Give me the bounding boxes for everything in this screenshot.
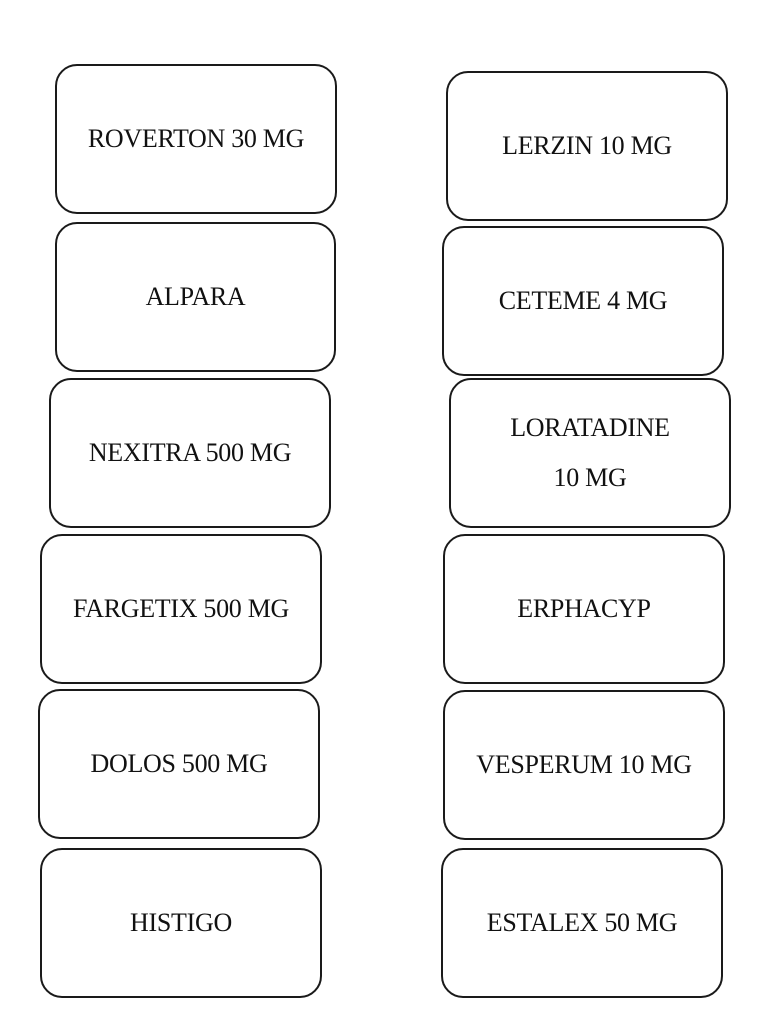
drug-card-ceteme (442, 226, 724, 376)
drug-card-lerzin (446, 71, 728, 221)
drug-card-label: LERZIN 10 MG (502, 131, 672, 160)
drug-card-dolos (38, 689, 320, 839)
drug-card-label: VESPERUM 10 MG (476, 750, 692, 779)
drug-card-roverton (55, 64, 337, 214)
drug-card-label: HISTIGO (130, 908, 232, 937)
drug-card-label: FARGETIX 500 MG (72, 594, 290, 623)
drug-card-fargetix (40, 534, 322, 684)
drug-card-label: ERPHACYP (517, 594, 651, 623)
drug-card-label: NEXITRA 500 MG (88, 438, 292, 467)
drug-card-loratadine (449, 378, 731, 528)
drug-card-estalex (441, 848, 723, 998)
drug-card-erphacyp (443, 534, 725, 684)
drug-card-label: LORATADINE 10 MG (510, 413, 670, 492)
drug-card-label: DOLOS 500 MG (90, 749, 268, 778)
drug-card-nexitra (49, 378, 331, 528)
drug-card-label: ROVERTON 30 MG (87, 124, 305, 153)
drug-card-alpara (55, 222, 336, 372)
drug-card-label: ALPARA (145, 282, 246, 311)
drug-card-label: ESTALEX 50 MG (486, 908, 678, 937)
drug-card-label: CETEME 4 MG (498, 286, 668, 315)
drug-card-vesperum (443, 690, 725, 840)
drug-card-histigo (40, 848, 322, 998)
